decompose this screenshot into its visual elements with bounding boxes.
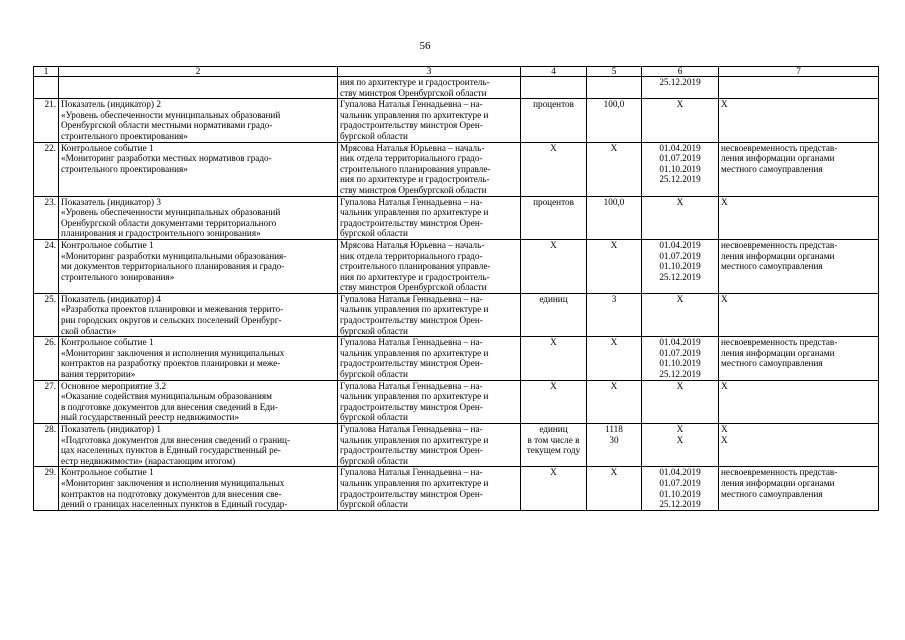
dates-cell — [642, 424, 719, 467]
dates-line: 01.10.2019 — [659, 358, 701, 369]
value-line: 30 — [609, 434, 619, 445]
executor-cell — [338, 99, 521, 142]
unit-line: Х — [550, 239, 557, 250]
executor-line: Гупалова Наталья Геннадьевна – на- — [340, 380, 483, 391]
event-name-line: ской области» — [61, 325, 117, 336]
executor-line: ния по архитектуре и градостроитель- — [340, 174, 490, 185]
dates-line: Х — [676, 380, 684, 391]
executor-line: бургской области — [340, 369, 408, 380]
event-name-line: цах населенных пунктов в Единый государственный ре- — [61, 445, 281, 456]
risk-line: Х — [721, 434, 728, 445]
row-number-cell — [34, 77, 59, 99]
event-name-cell — [59, 99, 338, 142]
risk-line: несвоевременность представ- — [721, 467, 838, 478]
executor-cell — [338, 196, 521, 239]
executor-line: градостроительству минстроя Орен- — [340, 120, 483, 131]
executor-line: Мрясова Наталья Юрьевна – началь- — [340, 142, 485, 153]
value-cell — [587, 337, 642, 380]
risk-line: несвоевременность представ- — [721, 337, 838, 348]
event-name-cell — [59, 196, 338, 239]
event-name-line: дений о границах населенных пунктов в Единый государ- — [61, 499, 288, 510]
dates-line: 01.10.2019 — [659, 261, 701, 272]
event-name-line: ми документов территориального планирования и градо- — [61, 261, 285, 272]
unit-cell — [521, 424, 587, 467]
risk-cell — [719, 239, 879, 293]
executor-line: строительного планирования управле- — [340, 261, 491, 272]
event-name-line: контрактов на подготовку документов для внесения све- — [61, 488, 282, 499]
unit-line: Х — [550, 142, 557, 153]
executor-line: Гупалова Наталья Геннадьевна – на- — [340, 337, 483, 348]
value-cell — [587, 99, 642, 142]
dates-line: 01.04.2019 — [659, 239, 701, 250]
value-cell — [587, 293, 642, 336]
table-row — [34, 424, 879, 467]
event-name-cell — [59, 293, 338, 336]
executor-line: ния по архитектуре и градостроитель- — [340, 271, 490, 282]
value-line: 100,0 — [603, 99, 625, 110]
risk-cell — [719, 293, 879, 336]
unit-line: процентов — [533, 196, 574, 207]
unit-line: в том числе в — [527, 434, 580, 445]
unit-cell — [521, 293, 587, 336]
executor-line: чальник управления по архитектуре и — [340, 347, 489, 358]
executor-line: градостроительству минстроя Орен- — [340, 488, 483, 499]
table-row — [34, 142, 879, 196]
event-name-cell — [59, 467, 338, 510]
table-row — [34, 77, 879, 99]
value-cell — [587, 77, 642, 99]
value-line: 1118 — [605, 424, 623, 434]
executor-cell — [338, 467, 521, 510]
executor-line: ству минстроя Оренбургской области — [340, 184, 487, 195]
unit-cell — [521, 196, 587, 239]
executor-line: ник отдела территориального градо- — [340, 250, 483, 261]
header-cell: 3 — [338, 67, 521, 77]
event-name-line: Контрольное событие 1 — [61, 239, 154, 250]
row-number-cell: 28. — [34, 424, 59, 467]
risk-line: Х — [721, 424, 728, 434]
executor-line: бургской области — [340, 130, 408, 141]
unit-cell — [521, 467, 587, 510]
executor-line: бургской области — [340, 499, 408, 510]
dates-line: 01.07.2019 — [659, 477, 701, 488]
row-number-cell: 26. — [34, 337, 59, 380]
risk-cell — [719, 424, 879, 467]
dates-line: Х — [676, 293, 684, 304]
unit-line: процентов — [533, 99, 574, 110]
dates-line: 25.12.2019 — [659, 499, 701, 510]
row-number-cell: 27. — [34, 380, 59, 423]
row-number-cell: 22. — [34, 142, 59, 196]
executor-line: чальник управления по архитектуре и — [340, 477, 489, 488]
plan-table — [33, 66, 879, 511]
dates-line: 25.12.2019 — [659, 174, 701, 185]
risk-line: местного самоуправления — [721, 488, 823, 499]
event-name-line: вания территории» — [61, 369, 136, 380]
event-name-line: планирования и градостроительного зонирования» — [61, 228, 261, 239]
event-name-line: ный государственный реестр недвижимости» — [61, 412, 240, 423]
executor-line: ству минстроя Оренбургской области — [340, 87, 487, 98]
dates-cell — [642, 239, 719, 293]
dates-line: Х — [676, 434, 684, 445]
risk-line: несвоевременность представ- — [721, 142, 838, 153]
dates-cell — [642, 196, 719, 239]
header-cell: 1 — [34, 67, 59, 77]
executor-line: градостроительству минстроя Орен- — [340, 315, 483, 326]
risk-line: местного самоуправления — [721, 358, 823, 369]
event-name-line: Показатель (индикатор) 1 — [61, 424, 161, 434]
risk-cell — [719, 77, 879, 99]
event-name-cell — [59, 77, 338, 99]
executor-cell — [338, 142, 521, 196]
executor-line: ник отдела территориального градо- — [340, 153, 483, 164]
unit-line: Х — [550, 337, 557, 348]
risk-line: несвоевременность представ- — [721, 239, 838, 250]
unit-line: текущем году — [526, 445, 581, 456]
table-row — [34, 380, 879, 423]
event-name-line: естр недвижимости» (нарастающим итогом) — [61, 455, 236, 466]
row-number-cell: 25. — [34, 293, 59, 336]
unit-line: единиц — [539, 424, 568, 434]
event-name-line: строительного проектирования» — [61, 163, 188, 174]
dates-cell — [642, 467, 719, 510]
value-line: Х — [610, 239, 618, 250]
dates-line: 01.07.2019 — [659, 347, 701, 358]
dates-line: 25.12.2019 — [659, 77, 701, 87]
table-row — [34, 196, 879, 239]
dates-line: 25.12.2019 — [659, 271, 701, 282]
row-number-cell: 24. — [34, 239, 59, 293]
event-name-line: «Разработка проектов планировки и межевания террито- — [61, 304, 284, 315]
value-line: Х — [610, 337, 618, 348]
event-name-line: в подготовке документов для внесения сведений в Еди- — [61, 401, 278, 412]
executor-line: бургской области — [340, 325, 408, 336]
executor-line: градостроительству минстроя Орен- — [340, 217, 483, 228]
dates-line: 01.04.2019 — [659, 337, 701, 348]
executor-cell — [338, 77, 521, 99]
dates-line: 01.07.2019 — [659, 250, 701, 261]
header-cell: 2 — [59, 67, 338, 77]
event-name-line: Оренбургской области местными нормативами градо- — [61, 120, 273, 131]
executor-line: Гупалова Наталья Геннадьевна – на- — [340, 99, 483, 110]
table-row — [34, 293, 879, 336]
dates-line: 01.04.2019 — [659, 142, 701, 153]
event-name-line: Показатель (индикатор) 4 — [61, 293, 161, 304]
dates-line: 01.04.2019 — [659, 467, 701, 478]
row-number-cell: 23. — [34, 196, 59, 239]
unit-line: Х — [550, 380, 557, 391]
dates-cell — [642, 293, 719, 336]
page-number: 56 — [419, 40, 431, 52]
header-cell: 4 — [521, 67, 587, 77]
row-number-cell: 29. — [34, 467, 59, 510]
table-row — [34, 239, 879, 293]
risk-cell — [719, 467, 879, 510]
table-row — [34, 337, 879, 380]
value-line: Х — [610, 142, 618, 153]
executor-line: Гупалова Наталья Геннадьевна – на- — [340, 293, 483, 304]
unit-line: Х — [550, 467, 557, 478]
event-name-line: Контрольное событие 1 — [61, 337, 154, 348]
executor-cell — [338, 293, 521, 336]
risk-cell — [719, 142, 879, 196]
executor-line: бургской области — [340, 455, 408, 466]
event-name-cell — [59, 239, 338, 293]
executor-line: градостроительству минстроя Орен- — [340, 445, 483, 456]
risk-line: ления информации органами — [721, 347, 835, 358]
header-row — [34, 67, 879, 77]
dates-line: Х — [676, 99, 684, 110]
event-name-line: «Мониторинг заключения и исполнения муниципальных — [61, 477, 285, 488]
event-name-line: Показатель (индикатор) 3 — [61, 196, 161, 207]
risk-line: ления информации органами — [721, 477, 835, 488]
unit-cell — [521, 77, 587, 99]
executor-line: ния по архитектуре и градостроитель- — [340, 77, 490, 87]
executor-line: градостроительству минстроя Орен- — [340, 358, 483, 369]
event-name-line: рии городских округов и сельских поселений Оренбург- — [61, 315, 282, 326]
event-name-cell — [59, 142, 338, 196]
risk-cell — [719, 337, 879, 380]
risk-line: ления информации органами — [721, 250, 835, 261]
event-name-line: контрактов на разработку проектов планировки и меже- — [61, 358, 281, 369]
dates-cell — [642, 337, 719, 380]
dates-line: 25.12.2019 — [659, 369, 701, 380]
event-name-line: «Мониторинг заключения и исполнения муниципальных — [61, 347, 285, 358]
value-cell — [587, 239, 642, 293]
event-name-line: строительного зонирования» — [61, 271, 175, 282]
executor-line: чальник управления по архитектуре и — [340, 207, 489, 218]
dates-cell — [642, 142, 719, 196]
row-number-cell: 21. — [34, 99, 59, 142]
unit-cell — [521, 337, 587, 380]
table-row — [34, 467, 879, 510]
dates-line: Х — [676, 424, 684, 434]
risk-line: местного самоуправления — [721, 261, 823, 272]
event-name-line: «Мониторинг разработки муниципальными образования- — [61, 250, 287, 261]
event-name-line: «Оказание содействия муниципальным образованиям — [61, 391, 272, 402]
event-name-line: Контрольное событие 1 — [61, 142, 154, 153]
unit-cell — [521, 142, 587, 196]
risk-line: Х — [721, 99, 728, 110]
event-name-line: Показатель (индикатор) 2 — [61, 99, 161, 110]
executor-line: Гупалова Наталья Геннадьевна – на- — [340, 424, 483, 434]
value-line: 3 — [611, 293, 617, 304]
dates-line: 01.07.2019 — [659, 153, 701, 164]
risk-line: ления информации органами — [721, 153, 835, 164]
value-line: Х — [610, 467, 618, 478]
value-line: 100,0 — [603, 196, 625, 207]
executor-line: бургской области — [340, 228, 408, 239]
event-name-cell — [59, 424, 338, 467]
executor-line: ству минстроя Оренбургской области — [340, 282, 487, 293]
value-cell — [587, 196, 642, 239]
unit-cell — [521, 380, 587, 423]
executor-line: чальник управления по архитектуре и — [340, 304, 489, 315]
dates-line: 01.10.2019 — [659, 488, 701, 499]
executor-cell — [338, 380, 521, 423]
executor-cell — [338, 239, 521, 293]
event-name-line: строительного проектирования» — [61, 130, 188, 141]
executor-line: бургской области — [340, 412, 408, 423]
event-name-line: Основное мероприятие 3.2 — [61, 380, 167, 391]
unit-cell — [521, 99, 587, 142]
risk-line: местного самоуправления — [721, 163, 823, 174]
value-cell — [587, 424, 642, 467]
event-name-line: Контрольное событие 1 — [61, 467, 154, 478]
risk-cell — [719, 99, 879, 142]
risk-line: Х — [721, 293, 728, 304]
risk-line: Х — [721, 380, 728, 391]
executor-cell — [338, 424, 521, 467]
header-cell: 7 — [719, 67, 879, 77]
risk-cell — [719, 380, 879, 423]
risk-cell — [719, 196, 879, 239]
value-cell — [587, 467, 642, 510]
unit-cell — [521, 239, 587, 293]
header-cell: 5 — [587, 67, 642, 77]
value-cell — [587, 142, 642, 196]
event-name-line: «Уровень обеспеченности муниципальных образований — [61, 109, 281, 120]
dates-cell — [642, 99, 719, 142]
dates-cell — [642, 380, 719, 423]
executor-line: строительного планирования управле- — [340, 163, 491, 174]
executor-cell — [338, 337, 521, 380]
event-name-cell — [59, 380, 338, 423]
event-name-line: «Подготовка документов для внесения сведений о границ- — [61, 434, 290, 445]
event-name-line: «Мониторинг разработки местных нормативов градо- — [61, 153, 272, 164]
dates-cell — [642, 77, 719, 99]
dates-line: 01.10.2019 — [659, 163, 701, 174]
executor-line: Мрясова Наталья Юрьевна – началь- — [340, 239, 485, 250]
dates-line: Х — [676, 196, 684, 207]
value-cell — [587, 380, 642, 423]
event-name-line: Оренбургской области документами территориального — [61, 217, 277, 228]
executor-line: градостроительству минстроя Орен- — [340, 401, 483, 412]
event-name-cell — [59, 337, 338, 380]
executor-line: чальник управления по архитектуре и — [340, 434, 489, 445]
unit-line: единиц — [539, 293, 568, 304]
risk-line: Х — [721, 196, 728, 207]
executor-line: Гупалова Наталья Геннадьевна – на- — [340, 196, 483, 207]
value-line: Х — [610, 380, 618, 391]
executor-line: Гупалова Наталья Геннадьевна – на- — [340, 467, 483, 478]
table-row — [34, 99, 879, 142]
header-cell: 6 — [642, 67, 719, 77]
event-name-line: «Уровень обеспеченности муниципальных образований — [61, 207, 281, 218]
executor-line: чальник управления по архитектуре и — [340, 391, 489, 402]
executor-line: чальник управления по архитектуре и — [340, 109, 489, 120]
